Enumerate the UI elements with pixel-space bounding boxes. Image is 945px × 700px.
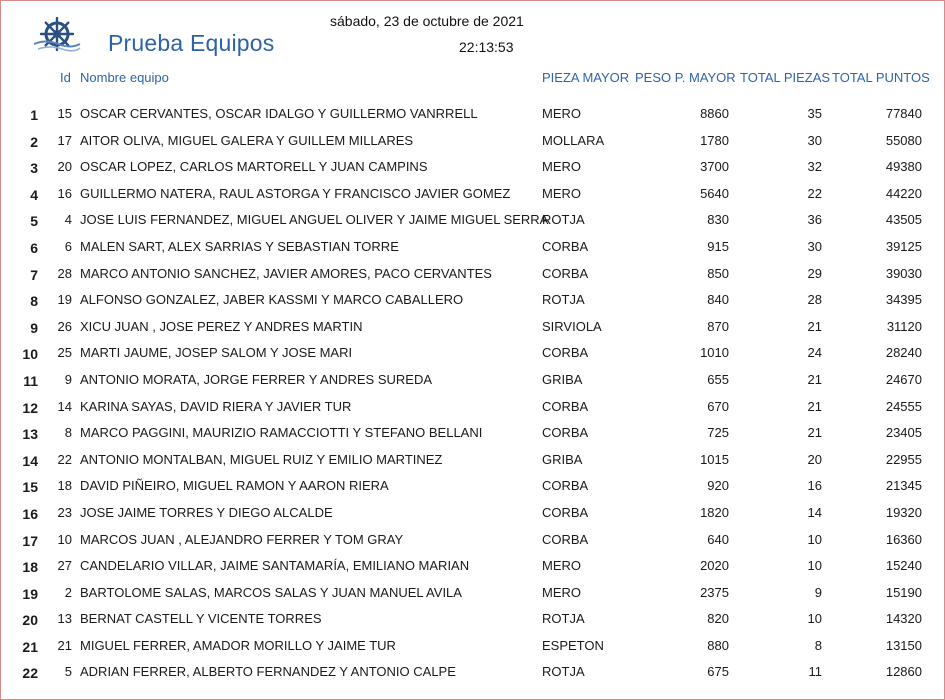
id-cell: 2 (64, 584, 72, 600)
table-row (0, 660, 945, 687)
total-piezas-cell: 28 (807, 292, 822, 308)
table-row (0, 315, 945, 342)
team-name-cell: ANTONIO MORATA, JORGE FERRER Y ANDRES SUREDA (80, 371, 433, 387)
report-time: 22:13:53 (459, 39, 514, 55)
peso-cell: 870 (707, 318, 729, 334)
table-row (0, 581, 945, 608)
pieza-mayor-cell: SIRVIOLA (542, 318, 602, 334)
total-piezas-cell: 8 (814, 637, 822, 653)
team-name-cell: ALFONSO GONZALEZ, JABER KASSMI Y MARCO CABALLERO (80, 292, 464, 308)
results-table (0, 102, 945, 687)
column-header-peso-pieza-mayor: PESO P. MAYOR (635, 70, 736, 85)
total-piezas-cell: 32 (807, 159, 822, 175)
total-piezas-cell: 10 (807, 611, 822, 627)
total-piezas-cell: 11 (808, 664, 822, 680)
id-cell: 16 (57, 185, 72, 201)
peso-cell: 820 (707, 611, 729, 627)
peso-cell: 850 (707, 265, 729, 281)
peso-cell: 655 (707, 371, 729, 387)
pieza-mayor-cell: CORBA (542, 531, 589, 547)
peso-cell: 2020 (700, 558, 729, 574)
id-cell: 15 (57, 106, 72, 121)
rank-cell: 15 (22, 479, 38, 496)
team-name-cell: KARINA SAYAS, DAVID RIERA Y JAVIER TUR (80, 398, 352, 414)
rank-cell: 1 (30, 107, 38, 123)
peso-cell: 640 (707, 531, 729, 547)
table-row (0, 448, 945, 475)
pieza-mayor-cell: MOLLARA (542, 132, 605, 148)
team-name-cell: MARTI JAUME, JOSEP SALOM Y JOSE MARI (80, 345, 353, 361)
team-name-cell: MIGUEL FERRER, AMADOR MORILLO Y JAIME TUR (80, 637, 396, 653)
peso-cell: 5640 (700, 185, 729, 201)
id-cell: 8 (64, 425, 72, 441)
total-puntos-cell: 34395 (885, 292, 922, 308)
id-cell: 6 (64, 238, 72, 254)
pieza-mayor-cell: CORBA (542, 238, 589, 254)
pieza-mayor-cell: GRIBA (542, 371, 583, 387)
peso-cell: 1820 (700, 504, 729, 520)
pieza-mayor-cell: CORBA (542, 478, 589, 494)
rank-cell: 3 (30, 160, 38, 177)
total-puntos-cell: 44220 (885, 185, 922, 201)
report-date: sábado, 23 de octubre de 2021 (330, 13, 524, 29)
table-row (0, 607, 945, 634)
total-puntos-cell: 19320 (885, 504, 922, 520)
id-cell: 14 (57, 398, 72, 414)
id-cell: 25 (57, 345, 72, 361)
page-title: Prueba Equipos (108, 30, 275, 56)
team-name-cell: XICU JUAN , JOSE PEREZ Y ANDRES MARTIN (80, 318, 363, 334)
pieza-mayor-cell: ROTJA (542, 212, 585, 228)
peso-cell: 2375 (700, 584, 729, 600)
total-puntos-cell: 12860 (885, 664, 922, 680)
id-cell: 17 (57, 132, 72, 148)
rank-cell: 11 (23, 372, 38, 389)
total-piezas-cell: 21 (807, 398, 822, 414)
total-piezas-cell: 20 (807, 451, 822, 467)
pieza-mayor-cell: MERO (542, 106, 581, 121)
id-cell: 27 (57, 558, 72, 574)
total-puntos-cell: 14320 (885, 611, 922, 627)
table-row (0, 395, 945, 422)
team-name-cell: GUILLERMO NATERA, RAUL ASTORGA Y FRANCISCO JAVIER GOMEZ (80, 185, 511, 201)
team-name-cell: MARCOS JUAN , ALEJANDRO FERRER Y TOM GRAY (80, 531, 404, 547)
total-puntos-cell: 28240 (885, 345, 922, 361)
team-name-cell: ANTONIO MONTALBAN, MIGUEL RUIZ Y EMILIO MARTINEZ (80, 451, 443, 467)
table-row (0, 474, 945, 501)
team-name-cell: DAVID PIÑEIRO, MIGUEL RAMON Y AARON RIERA (80, 478, 389, 494)
rank-cell: 18 (22, 559, 38, 576)
table-row (0, 368, 945, 395)
total-puntos-cell: 24555 (885, 398, 922, 414)
id-cell: 10 (57, 531, 72, 547)
table-row (0, 235, 945, 262)
pieza-mayor-cell: CORBA (542, 265, 589, 281)
pieza-mayor-cell: CORBA (542, 398, 589, 414)
column-header-total-piezas: TOTAL PIEZAS (740, 70, 831, 85)
total-piezas-cell: 22 (807, 185, 822, 201)
team-name-cell: JOSE JAIME TORRES Y DIEGO ALCALDE (80, 504, 333, 520)
column-header-id: Id (60, 70, 71, 85)
id-cell: 18 (57, 478, 72, 494)
team-name-cell: MARCO ANTONIO SANCHEZ, JAVIER AMORES, PACO CERVANTES (80, 265, 492, 281)
table-row (0, 208, 945, 235)
id-cell: 22 (57, 451, 72, 467)
total-puntos-cell: 21345 (885, 478, 922, 494)
team-name-cell: BARTOLOME SALAS, MARCOS SALAS Y JUAN MANUEL AVILA (80, 584, 462, 600)
pieza-mayor-cell: ROTJA (542, 664, 585, 680)
peso-cell: 915 (707, 238, 729, 254)
rank-cell: 13 (22, 426, 38, 443)
table-row (0, 634, 945, 661)
total-puntos-cell: 13150 (885, 637, 922, 653)
total-piezas-cell: 21 (807, 318, 822, 334)
peso-cell: 1015 (700, 451, 729, 467)
table-row (0, 155, 945, 182)
total-piezas-cell: 21 (807, 371, 822, 387)
team-name-cell: BERNAT CASTELL Y VICENTE TORRES (80, 611, 322, 627)
pieza-mayor-cell: MERO (542, 584, 581, 600)
id-cell: 5 (64, 664, 72, 680)
ship-wheel-icon (32, 17, 82, 55)
table-row (0, 182, 945, 209)
total-puntos-cell: 39030 (885, 265, 922, 281)
team-name-cell: ADRIAN FERRER, ALBERTO FERNANDEZ Y ANTONIO CALPE (80, 664, 456, 680)
rank-cell: 20 (22, 612, 38, 629)
rank-cell: 12 (22, 399, 38, 416)
total-puntos-cell: 16360 (885, 531, 922, 547)
team-name-cell: AITOR OLIVA, MIGUEL GALERA Y GUILLEM MILLARES (80, 132, 414, 148)
table-row (0, 262, 945, 289)
total-piezas-cell: 35 (807, 106, 822, 121)
rank-cell: 21 (22, 638, 38, 655)
team-name-cell: JOSE LUIS FERNANDEZ, MIGUEL ANGUEL OLIVER Y JAIME MIGUEL SERRA (80, 212, 549, 228)
team-name-cell: CANDELARIO VILLAR, JAIME SANTAMARÍA, EMILIANO MARIAN (80, 558, 470, 574)
peso-cell: 830 (707, 212, 729, 228)
rank-cell: 8 (30, 293, 38, 310)
rank-cell: 17 (22, 532, 38, 549)
id-cell: 21 (57, 637, 72, 653)
peso-cell: 880 (707, 637, 729, 653)
column-header-pieza-mayor: PIEZA MAYOR (542, 70, 630, 85)
pieza-mayor-cell: ROTJA (542, 292, 585, 308)
id-cell: 28 (57, 265, 72, 281)
pieza-mayor-cell: CORBA (542, 345, 589, 361)
peso-cell: 3700 (700, 159, 729, 175)
pieza-mayor-cell: ROTJA (542, 611, 585, 627)
rank-cell: 14 (22, 452, 38, 469)
total-puntos-cell: 77840 (885, 106, 922, 121)
pieza-mayor-cell: MERO (542, 159, 581, 175)
total-piezas-cell: 10 (807, 531, 822, 547)
rank-cell: 19 (22, 585, 38, 602)
total-piezas-cell: 16 (807, 478, 822, 494)
column-header-name: Nombre equipo (80, 70, 169, 85)
total-piezas-cell: 9 (814, 584, 822, 600)
peso-cell: 840 (707, 292, 729, 308)
rank-cell: 4 (30, 186, 38, 203)
pieza-mayor-cell: ESPETON (542, 637, 604, 653)
pieza-mayor-cell: CORBA (542, 504, 589, 520)
total-piezas-cell: 21 (807, 425, 822, 441)
peso-cell: 920 (707, 478, 729, 494)
total-puntos-cell: 55080 (885, 132, 922, 148)
peso-cell: 8860 (700, 106, 729, 121)
table-row (0, 421, 945, 448)
id-cell: 20 (57, 159, 72, 175)
peso-cell: 675 (707, 664, 729, 680)
rank-cell: 5 (30, 213, 38, 230)
pieza-mayor-cell: MERO (542, 185, 581, 201)
id-cell: 23 (57, 504, 72, 520)
table-row (0, 501, 945, 528)
pieza-mayor-cell: MERO (542, 558, 581, 574)
total-piezas-cell: 36 (807, 212, 822, 228)
rank-cell: 2 (30, 133, 38, 150)
id-cell: 9 (64, 371, 72, 387)
id-cell: 19 (57, 292, 72, 308)
pieza-mayor-cell: CORBA (542, 425, 589, 441)
rank-cell: 22 (22, 665, 38, 682)
rank-cell: 7 (30, 266, 38, 283)
total-piezas-cell: 30 (807, 238, 822, 254)
peso-cell: 1780 (700, 132, 729, 148)
team-name-cell: MARCO PAGGINI, MAURIZIO RAMACCIOTTI Y STEFANO BELLANI (80, 425, 483, 441)
total-puntos-cell: 31120 (886, 318, 922, 334)
total-puntos-cell: 22955 (885, 451, 922, 467)
total-piezas-cell: 29 (807, 265, 822, 281)
peso-cell: 1010 (700, 345, 729, 361)
team-name-cell: OSCAR CERVANTES, OSCAR IDALGO Y GUILLERMO VANRRELL (80, 106, 478, 121)
total-puntos-cell: 49380 (885, 159, 922, 175)
rank-cell: 9 (30, 319, 38, 336)
total-puntos-cell: 15190 (885, 584, 922, 600)
id-cell: 26 (57, 318, 72, 334)
pieza-mayor-cell: GRIBA (542, 451, 583, 467)
total-puntos-cell: 23405 (885, 425, 922, 441)
table-row (0, 528, 945, 555)
rank-cell: 6 (30, 239, 38, 256)
column-header-total-puntos: TOTAL PUNTOS (832, 70, 930, 85)
table-row (0, 341, 945, 368)
total-puntos-cell: 43505 (885, 212, 922, 228)
team-name-cell: OSCAR LOPEZ, CARLOS MARTORELL Y JUAN CAMPINS (80, 159, 428, 175)
rank-cell: 10 (22, 346, 38, 363)
team-name-cell: MALEN SART, ALEX SARRIAS Y SEBASTIAN TORRE (80, 238, 399, 254)
table-row (0, 554, 945, 581)
table-row (0, 288, 945, 315)
table-row (0, 129, 945, 156)
total-piezas-cell: 24 (807, 345, 822, 361)
table-row (0, 102, 945, 129)
total-piezas-cell: 30 (807, 132, 822, 148)
total-puntos-cell: 24670 (885, 371, 922, 387)
total-puntos-cell: 39125 (885, 238, 922, 254)
id-cell: 13 (57, 611, 72, 627)
id-cell: 4 (64, 212, 72, 228)
total-puntos-cell: 15240 (885, 558, 922, 574)
peso-cell: 670 (707, 398, 729, 414)
peso-cell: 725 (707, 425, 729, 441)
total-piezas-cell: 10 (807, 558, 822, 574)
total-piezas-cell: 14 (807, 504, 822, 520)
rank-cell: 16 (22, 505, 38, 522)
